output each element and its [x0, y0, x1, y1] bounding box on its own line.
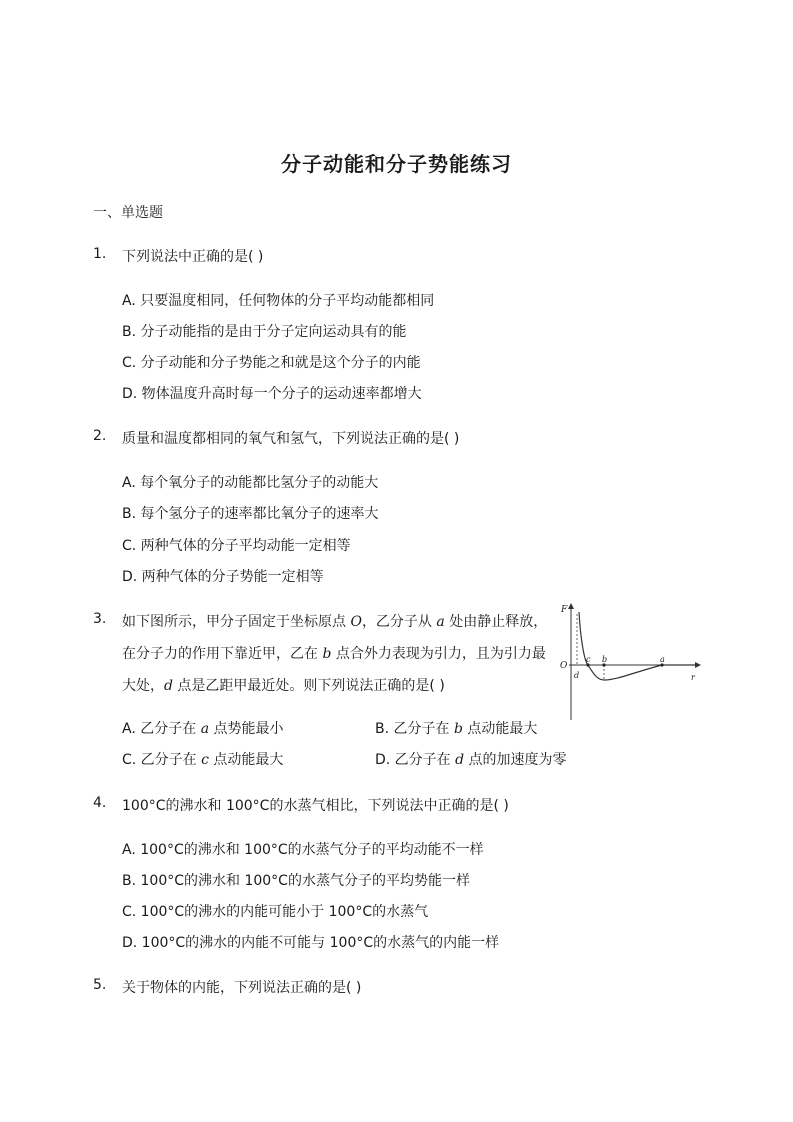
option-var: b: [453, 721, 463, 737]
graph-label-f: F: [561, 605, 568, 615]
question-stem-line-1: [122, 611, 547, 631]
option-var: d: [455, 752, 465, 768]
option-a[interactable]: A. 100°C的沸水和 100°C的水蒸气分子的平均动能不一样: [122, 842, 484, 858]
question-number: 2.: [93, 428, 107, 444]
var-o: O: [350, 614, 362, 630]
option-a[interactable]: [122, 718, 284, 738]
question-stem-line-3: [122, 675, 445, 695]
graph-label-b: b: [602, 655, 608, 664]
option-text: 点的加速度为零: [464, 752, 567, 768]
option-var: a: [200, 721, 210, 737]
option-d[interactable]: D. 两种气体的分子势能一定相等: [122, 569, 324, 585]
option-b[interactable]: B. 分子动能指的是由于分子定向运动具有的能: [122, 324, 407, 340]
question-number: 3.: [93, 611, 107, 627]
stem-text: 在分子力的作用下靠近甲，乙在: [122, 646, 323, 662]
graph-label-r: r: [691, 673, 695, 682]
option-c[interactable]: C. 两种气体的分子平均动能一定相等: [122, 538, 351, 554]
stem-text: 如下图所示，甲分子固定于坐标原点: [122, 614, 351, 630]
question-number: 1.: [93, 246, 107, 262]
stem-text: 点合外力表现为引力，且为引力最: [331, 646, 546, 662]
option-text: 点动能最大: [208, 752, 284, 768]
option-c[interactable]: C. 分子动能和分子势能之和就是这个分子的内能: [122, 355, 421, 371]
stem-text: ，乙分子从: [361, 614, 437, 630]
option-c[interactable]: C. 100°C的沸水的内能可能小于 100°C的水蒸气: [122, 904, 429, 920]
option-c[interactable]: [122, 749, 283, 769]
question-stem: 质量和温度都相同的氧气和氢气，下列说法正确的是( ): [122, 431, 460, 447]
option-text: D. 乙分子在: [375, 752, 456, 768]
option-d[interactable]: D. 100°C的沸水的内能不可能与 100°C的水蒸气的内能一样: [122, 935, 500, 951]
option-a[interactable]: A. 只要温度相同，任何物体的分子平均动能都相同: [122, 293, 435, 309]
stem-text: 点是乙距甲最近处。则下列说法正确的是( ): [172, 678, 445, 694]
question-stem: 关于物体的内能，下列说法正确的是( ): [122, 980, 362, 996]
option-text: A. 乙分子在: [122, 721, 201, 737]
option-var: c: [201, 752, 209, 768]
force-distance-graph: [555, 600, 705, 724]
var-d: d: [164, 678, 173, 694]
option-text: 点动能最大: [462, 721, 538, 737]
question-number: 4.: [93, 795, 107, 811]
option-text: B. 乙分子在: [375, 721, 454, 737]
graph-label-a: a: [660, 655, 665, 664]
option-d[interactable]: D. 物体温度升高时每一个分子的运动速率都增大: [122, 386, 422, 402]
force-curve: [579, 612, 698, 680]
graph-label-o: O: [560, 661, 568, 671]
section-heading: 一、单选题: [93, 205, 163, 221]
question-stem-line-2: [122, 643, 546, 663]
question-stem: 下列说法中正确的是( ): [122, 249, 264, 265]
question-stem: 100°C的沸水和 100°C的水蒸气相比，下列说法中正确的是( ): [122, 798, 509, 814]
option-b[interactable]: B. 每个氢分子的速率都比氧分子的速率大: [122, 506, 379, 522]
var-b: b: [322, 646, 332, 662]
option-d[interactable]: [375, 749, 567, 769]
stem-text: 大处，: [122, 678, 164, 694]
page-title: 分子动能和分子势能练习: [281, 152, 512, 176]
question-number: 5.: [93, 977, 107, 993]
option-text: C. 乙分子在: [122, 752, 202, 768]
option-a[interactable]: A. 每个氧分子的动能都比氢分子的动能大: [122, 475, 379, 491]
f-axis-arrow: [568, 603, 574, 609]
option-text: 点势能最小: [209, 721, 284, 737]
graph-label-d: d: [574, 671, 580, 680]
var-a: a: [436, 614, 445, 630]
option-b[interactable]: B. 100°C的沸水和 100°C的水蒸气分子的平均势能一样: [122, 873, 470, 889]
graph-label-c: c: [586, 655, 591, 664]
option-b[interactable]: [375, 718, 537, 738]
stem-text: 处由静止释放，: [444, 614, 548, 630]
